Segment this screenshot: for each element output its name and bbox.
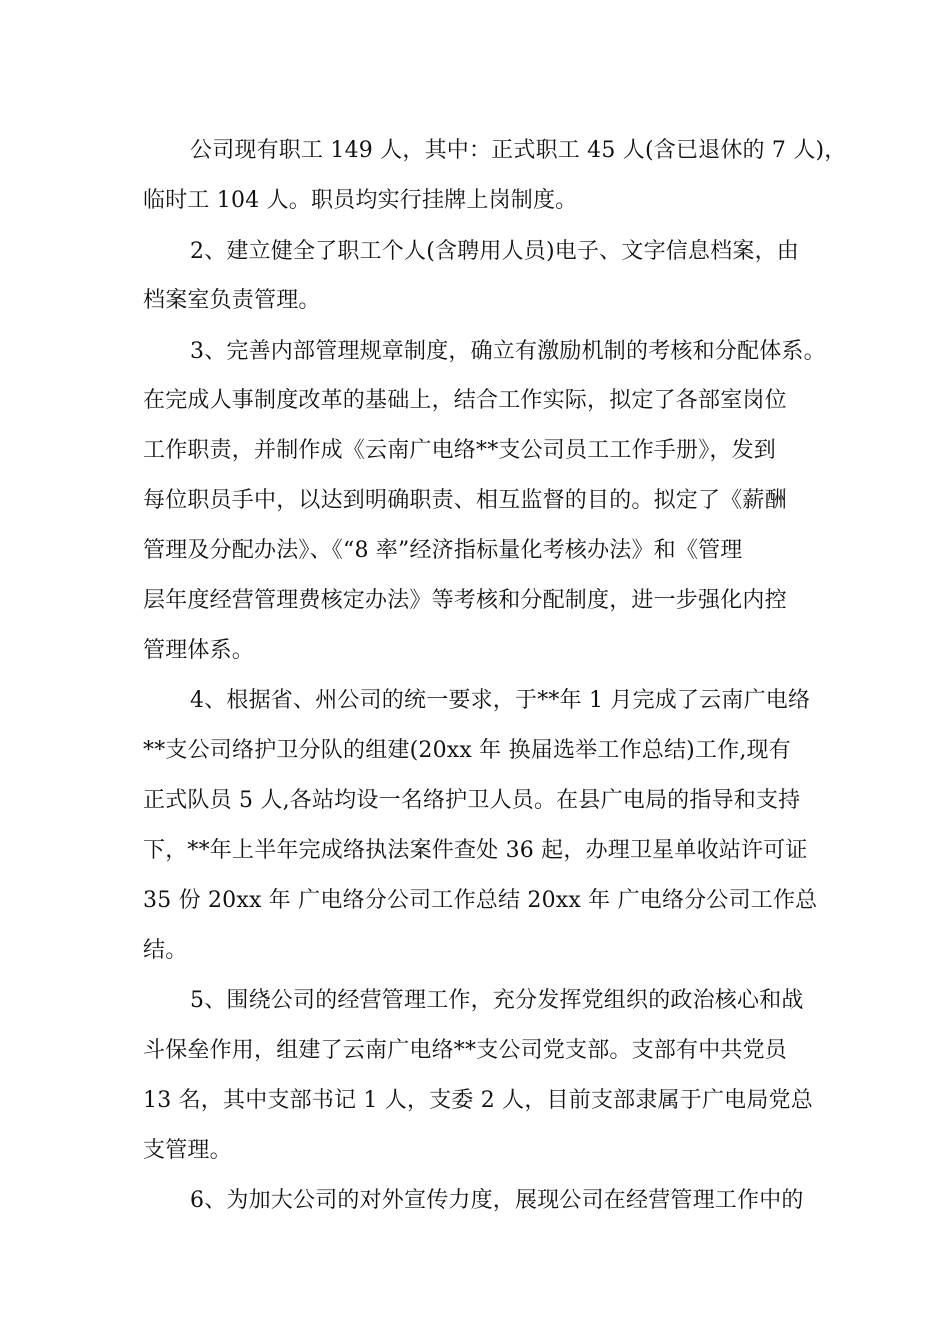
text-line: 每位职员手中，以达到明确职责、相互监督的目的。拟定了《薪酬 (143, 488, 787, 513)
text-line: 2、建立健全了职工个人(含聘用人员)电子、文字信息档案，由 (190, 239, 799, 264)
text-line: 35 份 20xx 年 广电络分公司工作总结 20xx 年 广电络分公司工作总 (143, 888, 818, 913)
text-line: 3、完善内部管理规章制度，确立有激励机制的考核和分配体系。 (190, 339, 826, 364)
text-line: 正式队员 5 人,各站均设一名络护卫人员。在县广电局的指导和支持 (143, 788, 801, 813)
text-line: 工作职责，并制作成《云南广电络**支公司员工工作手册》，发到 (143, 438, 777, 463)
text-line: 结。 (143, 938, 188, 963)
text-line: 临时工 104 人。职员均实行挂牌上岗制度。 (143, 188, 578, 213)
text-line: **支公司络护卫分队的组建(20xx 年 换届选举工作总结)工作,现有 (143, 738, 791, 763)
text-line: 4、根据省、州公司的统一要求，于**年 1 月完成了云南广电络 (190, 688, 811, 713)
text-line: 下，**年上半年完成络执法案件查处 36 起，办理卫星单收站许可证 (143, 838, 808, 863)
text-line: 在完成人事制度改革的基础上，结合工作实际，拟定了各部室岗位 (143, 388, 787, 413)
text-line: 5、围绕公司的经营管理工作，充分发挥党组织的政治核心和战 (190, 988, 804, 1013)
text-line: 6、为加大公司的对外宣传力度，展现公司在经营管理工作中的 (190, 1188, 804, 1213)
text-line: 管理体系。 (143, 638, 255, 663)
text-line: 档案室负责管理。 (143, 288, 321, 313)
text-line: 层年度经营管理费核定办法》等考核和分配制度，进一步强化内控 (143, 588, 787, 613)
text-line: 支管理。 (143, 1138, 232, 1163)
text-line: 13 名，其中支部书记 1 人，支委 2 人，目前支部隶属于广电局党总 (143, 1088, 813, 1113)
text-line: 管理及分配办法》、《“8 率”经济指标量化考核办法》和《管理 (143, 538, 743, 563)
text-line: 斗保垒作用，组建了云南广电络**支公司党支部。支部有中共党员 (143, 1038, 788, 1063)
text-line: 公司现有职工 149 人，其中：正式职工 45 人(含已退休的 7 人)， (190, 138, 847, 163)
